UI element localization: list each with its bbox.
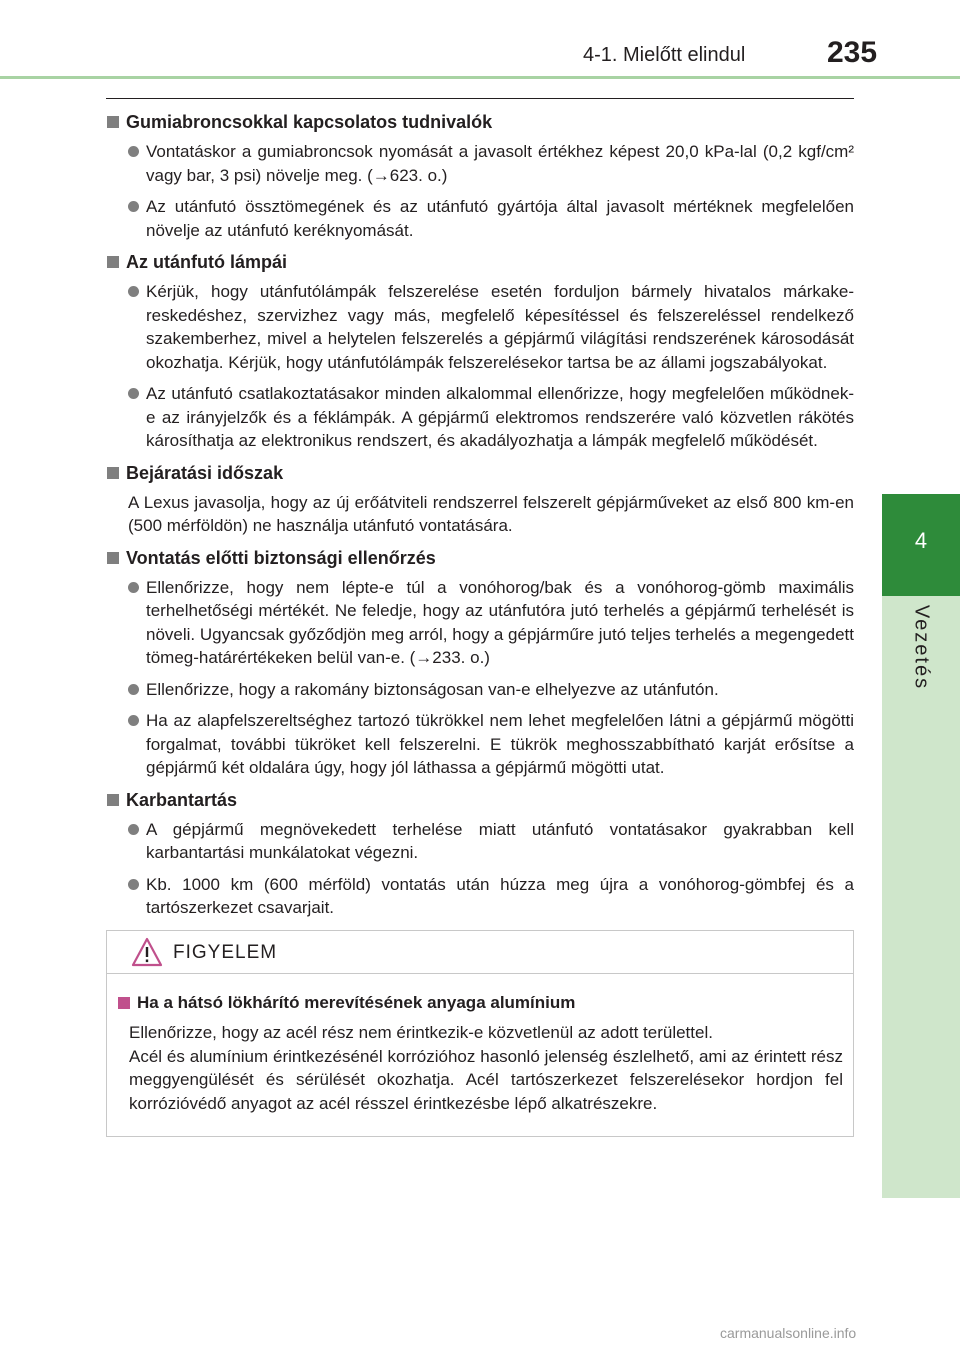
list-item: A gépjármű megnövekedett terhelése miatt utánfutó vontatásakor gyakrabban kell karbantartási munkálatokat végezni. (128, 818, 854, 865)
dot-bullet-icon (128, 715, 139, 726)
square-bullet-icon (118, 997, 130, 1009)
list-item: Ellenőrizze, hogy nem lépte-e túl a vonóhorog/bak és a vonóhorog-gömb maximális terhelhetőségi mértékét. Ne feledje, hogy az utánfutóra jutó terhelés a gépjármű terhelését is növeli. Ugyancsak győződjön meg arról, hogy a gépjárműre jutó teljes terhelés a megengedett tömeg-határértékeken belül van-e. (→233. o.) (128, 576, 854, 670)
section-safety-check (106, 546, 854, 780)
warning-header (107, 931, 853, 974)
warning-label: FIGYELEM (173, 942, 278, 963)
list-item: Ha az alapfelszereltséghez tartozó tükrökkel nem lehet megfelelően látni a gépjármű mögötti forgalmat, további tükröket kell felszerelni. E tükrök meghosszabbítható karját erősítse a gépjármű két oldalára úgy, hogy jól láthassa a gépjármű mögötti utat. (128, 709, 854, 780)
section-tires (106, 110, 854, 242)
square-bullet-icon (107, 794, 119, 806)
paragraph: A Lexus javasolja, hogy az új erőátviteli rendszerrel felszerelt gépjárműveket az első 800 km-en (500 mérföldön) ne használja utánfutó vontatására. (128, 492, 854, 535)
list-item: Az utánfutó csatlakoztatásakor minden alkalommal ellenőrizze, hogy megfelelően működnek-e az irányjelzők és a féklámpák. A gépjármű elektromos rendszerére való közvetlen rákötés károsíthatja az elektronikus rendszert, és akadályozhatja a lámpák megfelelő működését. (128, 382, 854, 453)
list-item: Kérjük, hogy utánfutólámpák felszerelése esetén forduljon bármely hivatalos márkakereskedéshez, szervizhez vagy más, megfelelő képesítéssel és felszereléssel rendelkező szakemberhez, mivel a helytelen felszerelés a gépjármű világítási rendszerének károsodását okozhatja. Kérjük, hogy utánfutólámpák felszerelésekor tartsa be az állami jogszabályokat. (128, 280, 854, 374)
dot-bullet-icon (128, 824, 139, 835)
section-heading: Bejáratási időszak (106, 461, 854, 485)
warning-text: Ellenőrizze, hogy az acél rész nem érintkezik-e közvetlenül az adott területtel. (129, 1023, 713, 1042)
section-heading: Karbantartás (106, 788, 854, 812)
section-trailer-lights (106, 250, 854, 453)
square-bullet-icon (107, 552, 119, 564)
dot-bullet-icon (128, 684, 139, 695)
watermark: carmanualsonline.info (720, 1325, 857, 1341)
warning-triangle-icon (131, 937, 163, 967)
warning-body (117, 991, 843, 1115)
chapter-number-block (882, 490, 960, 596)
header-rule (0, 76, 960, 79)
warning-heading: Ha a hátsó lökhárító merevítésének anyaga alumínium (117, 991, 843, 1015)
section-maintenance (106, 788, 854, 920)
square-bullet-icon (107, 256, 119, 268)
dot-bullet-icon (128, 879, 139, 890)
content-divider (106, 98, 854, 99)
dot-bullet-icon (128, 146, 139, 157)
warning-text: Acél és alumínium érintkezésénél korrózióhoz hasonló jelenség észlelhető, ami az érintett rész meggyengülését és sérülését okozhatja. Acél tartószerkezet felszerelésekor hordjon fel korrózióvédő anyagot az acél résszel érintkezésbe lépő alkatrészekre. (129, 1046, 843, 1113)
page-number: 235 (827, 36, 878, 69)
dot-bullet-icon (128, 286, 139, 297)
square-bullet-icon (107, 467, 119, 479)
dot-bullet-icon (128, 201, 139, 212)
chapter-number: 4 (914, 528, 928, 553)
dot-bullet-icon (128, 388, 139, 399)
square-bullet-icon (107, 116, 119, 128)
list-item: Ellenőrizze, hogy a rakomány biztonságosan van-e elhelyezve az utánfutón. (128, 678, 854, 702)
warning-box (106, 930, 854, 1137)
chapter-title: Vezetés (910, 604, 933, 691)
list-item: Vontatáskor a gumiabroncsok nyomását a javasolt értékhez képest 20,0 kPa-lal (0,2 kgf/cm² vagy bar, 3 psi) növelje meg. (→623. o.) (128, 140, 854, 187)
main-content (106, 110, 854, 928)
section-heading: Az utánfutó lámpái (106, 250, 854, 274)
section-break-in (106, 461, 854, 538)
section-heading: Vontatás előtti biztonsági ellenőrzés (106, 546, 854, 570)
dot-bullet-icon (128, 582, 139, 593)
list-item: Kb. 1000 km (600 mérföld) vontatás után húzza meg újra a vonóhorog-gömbfej és a tartószerkezet csavarjait. (128, 873, 854, 920)
section-heading: Gumiabroncsokkal kapcsolatos tudnivalók (106, 110, 854, 134)
chapter-side-tab[interactable] (882, 490, 960, 1198)
list-item: Az utánfutó össztömegének és az utánfutó gyártója által javasolt mértéknek megfelelően növelje az utánfutó keréknyomását. (128, 195, 854, 242)
section-title: 4-1. Mielőtt elindul (583, 44, 746, 66)
